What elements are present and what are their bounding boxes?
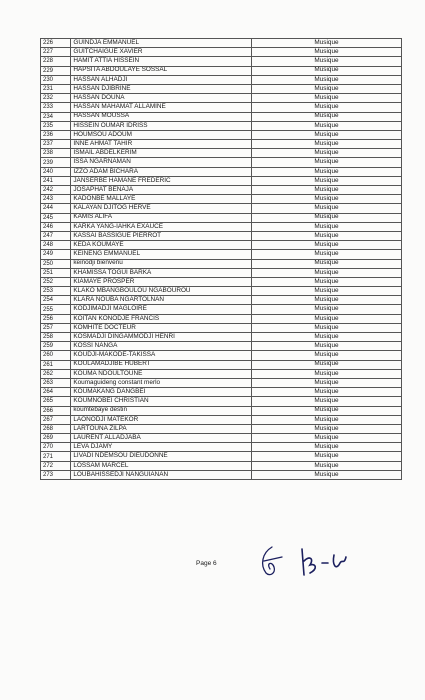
table-row: [41, 378, 402, 387]
subject-cell: Musique: [251, 424, 401, 433]
table-row: [41, 406, 402, 415]
row-number: 252: [41, 277, 71, 286]
signature-mark-2: [296, 545, 352, 581]
row-number: 267: [41, 415, 71, 424]
table-row: [41, 259, 402, 268]
subject-cell: Musique: [251, 397, 401, 406]
row-number: 238: [41, 149, 71, 158]
subject-cell: Musique: [251, 149, 401, 158]
row-number: 230: [41, 75, 71, 84]
table-row: [41, 388, 402, 397]
subject-cell: Musique: [251, 158, 401, 167]
row-number: 269: [41, 434, 71, 443]
candidate-name: LIVADI NDEMSOU DIEUDONNE: [71, 452, 252, 461]
row-number: 229: [41, 66, 71, 75]
table-row: [41, 222, 402, 231]
table-row: [41, 186, 402, 195]
subject-cell: Musique: [251, 305, 401, 314]
table-row: [41, 158, 402, 167]
subject-cell: Musique: [251, 94, 401, 103]
row-number: 227: [41, 48, 71, 57]
candidate-name: HASSAN DJIBRINE: [71, 84, 252, 93]
row-number: 265: [41, 397, 71, 406]
subject-cell: Musique: [251, 241, 401, 250]
row-number: 240: [41, 167, 71, 176]
row-number: 251: [41, 268, 71, 277]
table-row: [41, 424, 402, 433]
subject-cell: Musique: [251, 296, 401, 305]
subject-cell: Musique: [251, 378, 401, 387]
signature-mark-1: [252, 543, 292, 583]
subject-cell: Musique: [251, 351, 401, 360]
candidate-name: keinodji bienvenu: [71, 259, 252, 268]
row-number: 262: [41, 369, 71, 378]
row-number: 237: [41, 140, 71, 149]
row-number: 234: [41, 112, 71, 121]
table-row: [41, 57, 402, 66]
table-row: [41, 103, 402, 112]
candidate-name: Koumaguideng constant merlo: [71, 378, 252, 387]
table-row: [41, 167, 402, 176]
row-number: 270: [41, 443, 71, 452]
table-row: [41, 130, 402, 139]
table-row: [41, 241, 402, 250]
candidate-name: KODJIMADJI MAGLOIRE: [71, 305, 252, 314]
subject-cell: Musique: [251, 176, 401, 185]
subject-cell: Musique: [251, 406, 401, 415]
row-number: 250: [41, 259, 71, 268]
subject-cell: Musique: [251, 140, 401, 149]
candidate-name: IZZO ADAM BICHARA: [71, 167, 252, 176]
subject-cell: Musique: [251, 130, 401, 139]
candidate-name: LARTOUNA ZILPA: [71, 424, 252, 433]
row-number: 268: [41, 424, 71, 433]
row-number: 258: [41, 333, 71, 342]
row-number: 235: [41, 121, 71, 130]
table-row: [41, 360, 402, 369]
subject-cell: Musique: [251, 39, 401, 48]
row-number: 271: [41, 452, 71, 461]
row-number: 256: [41, 314, 71, 323]
candidate-name: KOUMA NDOULTOUNE: [71, 369, 252, 378]
table-row: [41, 140, 402, 149]
row-number: 248: [41, 241, 71, 250]
table-row: [41, 149, 402, 158]
subject-cell: Musique: [251, 287, 401, 296]
row-number: 255: [41, 305, 71, 314]
candidate-name: KEINENG EMMANUEL: [71, 250, 252, 259]
subject-cell: Musique: [251, 314, 401, 323]
table-row: [41, 213, 402, 222]
table-row: [41, 470, 402, 479]
candidate-name: KOITAN KONODJE FRANCIS: [71, 314, 252, 323]
row-number: 239: [41, 158, 71, 167]
candidate-name: LAURENT ALLADJABA: [71, 434, 252, 443]
candidate-name: KOUMAKANG DANGBEI: [71, 388, 252, 397]
subject-cell: Musique: [251, 167, 401, 176]
row-number: 261: [41, 360, 71, 369]
table-row: [41, 323, 402, 332]
candidate-name: KOMHITE DOCTEUR: [71, 323, 252, 332]
candidate-name: KOUMNOBEI CHRISTIAN: [71, 397, 252, 406]
subject-cell: Musique: [251, 443, 401, 452]
candidate-name: GUITCHAIGUE XAVIER: [71, 48, 252, 57]
table-row: [41, 461, 402, 470]
row-number: 254: [41, 296, 71, 305]
subject-cell: Musique: [251, 66, 401, 75]
candidate-name: HASSAN MOUSSA: [71, 112, 252, 121]
candidate-name: HASSAN DOUNA: [71, 94, 252, 103]
table-row: [41, 434, 402, 443]
candidate-name: LEVA DJAMY: [71, 443, 252, 452]
subject-cell: Musique: [251, 48, 401, 57]
subject-cell: Musique: [251, 415, 401, 424]
candidate-name: JOSAPHAT BENAJA: [71, 186, 252, 195]
table-row: [41, 277, 402, 286]
table-row: [41, 443, 402, 452]
candidate-name: KAMIS ALIFA: [71, 213, 252, 222]
row-number: 260: [41, 351, 71, 360]
table-row: [41, 84, 402, 93]
subject-cell: Musique: [251, 103, 401, 112]
candidate-name: JANSERBE HAMANE FREDERIC: [71, 176, 252, 185]
row-number: 226: [41, 39, 71, 48]
subject-cell: Musique: [251, 121, 401, 130]
candidate-name: KLARA NOUBA NGARTOLNAN: [71, 296, 252, 305]
subject-cell: Musique: [251, 250, 401, 259]
table-row: [41, 250, 402, 259]
row-number: 263: [41, 378, 71, 387]
candidate-name: LOUBAHISSEDJI NANGUIANAN: [71, 470, 252, 479]
subject-cell: Musique: [251, 57, 401, 66]
candidate-name: ISMAIL ABDELKERIM: [71, 149, 252, 158]
row-number: 257: [41, 323, 71, 332]
subject-cell: Musique: [251, 369, 401, 378]
row-number: 264: [41, 388, 71, 397]
subject-cell: Musique: [251, 112, 401, 121]
table-row: [41, 121, 402, 130]
candidate-table-body: [41, 39, 402, 480]
subject-cell: Musique: [251, 259, 401, 268]
candidate-name: HISSEIN OUMAR IDRISS: [71, 121, 252, 130]
subject-cell: Musique: [251, 204, 401, 213]
row-number: 253: [41, 287, 71, 296]
subject-cell: Musique: [251, 388, 401, 397]
row-number: 246: [41, 222, 71, 231]
subject-cell: Musique: [251, 434, 401, 443]
candidate-name: koumtebaye destin: [71, 406, 252, 415]
subject-cell: Musique: [251, 277, 401, 286]
table-row: [41, 296, 402, 305]
subject-cell: Musique: [251, 75, 401, 84]
row-number: 245: [41, 213, 71, 222]
candidate-name: KOSSI NANGA: [71, 342, 252, 351]
table-row: [41, 369, 402, 378]
candidate-name: HASSAN ALHADJI: [71, 75, 252, 84]
row-number: 232: [41, 94, 71, 103]
candidate-name: KALAYAN DJITOG HERVE: [71, 204, 252, 213]
table-row: [41, 452, 402, 461]
table-row: [41, 176, 402, 185]
candidate-name: HOUMSOU ADOUM: [71, 130, 252, 139]
table-row: [41, 66, 402, 75]
subject-cell: Musique: [251, 323, 401, 332]
row-number: 242: [41, 186, 71, 195]
candidate-name: KARKA YANG-IAHKA EXAUCE: [71, 222, 252, 231]
row-number: 273: [41, 470, 71, 479]
table-row: [41, 415, 402, 424]
table-row: [41, 314, 402, 323]
subject-cell: Musique: [251, 195, 401, 204]
table-row: [41, 342, 402, 351]
subject-cell: Musique: [251, 333, 401, 342]
table-row: [41, 287, 402, 296]
candidate-name: GUINDJA EMMANUEL: [71, 39, 252, 48]
table-row: [41, 94, 402, 103]
row-number: 241: [41, 176, 71, 185]
subject-cell: Musique: [251, 84, 401, 93]
subject-cell: Musique: [251, 222, 401, 231]
candidate-name: KEDA KOUMAYE: [71, 241, 252, 250]
candidate-name: HAPSITA ABDOULAYE SOSSAL: [71, 66, 252, 75]
subject-cell: Musique: [251, 452, 401, 461]
candidate-name: KHAMISSA TOGUI BARKA: [71, 268, 252, 277]
subject-cell: Musique: [251, 342, 401, 351]
candidate-name: HASSAN MAHAMAT ALLAMINE: [71, 103, 252, 112]
subject-cell: Musique: [251, 360, 401, 369]
row-number: 231: [41, 84, 71, 93]
row-number: 228: [41, 57, 71, 66]
row-number: 259: [41, 342, 71, 351]
candidate-name: ISSA NGARNAMAN: [71, 158, 252, 167]
table-row: [41, 397, 402, 406]
candidate-name: KLAKO MBANGBOULOU NGABOUROU: [71, 287, 252, 296]
subject-cell: Musique: [251, 213, 401, 222]
row-number: 243: [41, 195, 71, 204]
table-row: [41, 231, 402, 240]
table-row: [41, 195, 402, 204]
row-number: 272: [41, 461, 71, 470]
page-number: Page 6: [196, 560, 217, 567]
table-row: [41, 75, 402, 84]
candidate-name: HAMIT ATTIA HISSEIN: [71, 57, 252, 66]
candidate-name: KOUDJI-MAKODE-TAKISSA: [71, 351, 252, 360]
candidate-table: [40, 38, 402, 480]
candidate-name: KADONBE MALLAYE: [71, 195, 252, 204]
subject-cell: Musique: [251, 268, 401, 277]
candidate-name: KOSMADJI DINGAMMODJI HENRI: [71, 333, 252, 342]
table-row: [41, 48, 402, 57]
row-number: 236: [41, 130, 71, 139]
candidate-name: LAONODJI MATEKOR: [71, 415, 252, 424]
table-row: [41, 333, 402, 342]
table-row: [41, 305, 402, 314]
row-number: 247: [41, 231, 71, 240]
row-number: 266: [41, 406, 71, 415]
candidate-name: KIAMAYE PROSPER: [71, 277, 252, 286]
table-row: [41, 268, 402, 277]
table-row: [41, 112, 402, 121]
subject-cell: Musique: [251, 231, 401, 240]
table-row: [41, 351, 402, 360]
candidate-name: KOULAMADJIBE HUBERT: [71, 360, 252, 369]
row-number: 244: [41, 204, 71, 213]
candidate-name: LOSSAM MARCEL: [71, 461, 252, 470]
row-number: 233: [41, 103, 71, 112]
table-row: [41, 39, 402, 48]
subject-cell: Musique: [251, 470, 401, 479]
row-number: 249: [41, 250, 71, 259]
candidate-name: INNE AHMAT TAHIR: [71, 140, 252, 149]
subject-cell: Musique: [251, 186, 401, 195]
subject-cell: Musique: [251, 461, 401, 470]
candidate-name: KASSAI BASSIGUE PIERROT: [71, 231, 252, 240]
table-row: [41, 204, 402, 213]
